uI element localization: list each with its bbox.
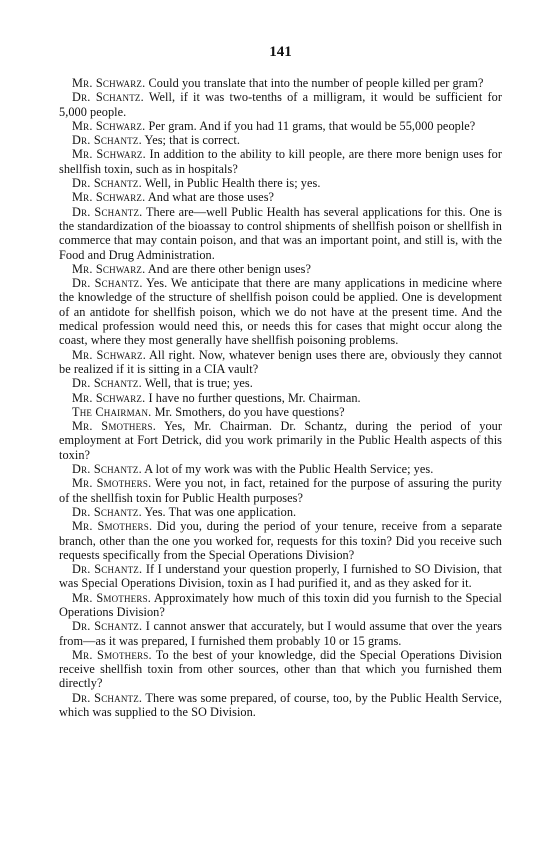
transcript-paragraph bbox=[59, 205, 502, 262]
speech-text: Well, if it was two-tenths of a milligram, it would be sufficient for 5,000 people. bbox=[59, 90, 503, 119]
transcript-paragraph bbox=[59, 190, 502, 204]
transcript-paragraph bbox=[59, 462, 502, 476]
transcript-paragraph bbox=[59, 505, 502, 519]
speaker-name: Dr. Schantz. bbox=[72, 133, 142, 148]
speaker-name: Mr. Smothers. bbox=[72, 419, 157, 434]
speaker-name: The Chairman. bbox=[72, 404, 152, 419]
transcript-paragraph bbox=[59, 591, 502, 620]
speaker-name: Mr. Schwarz. bbox=[72, 118, 146, 133]
speaker-name: Dr. Schantz. bbox=[72, 690, 143, 705]
speech-text: To the best of your knowledge, did the Special Operations Division receive shellfish toxin from other sources, other than that which you furnished them directly? bbox=[59, 647, 502, 691]
transcript-paragraph bbox=[59, 562, 502, 591]
speech-text: Did you, during the period of your tenure, receive from a separate branch, other than the one you worked for, requests for this toxin? Did you receive such requests specifically from the Special Operations Division? bbox=[59, 519, 502, 562]
speech-text: Yes, Mr. Chairman. Dr. Schantz, during the period of your employment at Fort Detrick, did you work primarily in the Public Health aspects of this toxin? bbox=[59, 419, 503, 462]
speech-text: If I understand your question properly, I furnished to SO Division, that was Special Operations Division, toxin as I had purified it, and as they asked for it. bbox=[59, 562, 503, 591]
speech-text: Approximately how much of this toxin did you furnish to the Special Operations Division? bbox=[59, 590, 502, 619]
speaker-name: Mr. Schwarz. bbox=[72, 190, 146, 205]
speech-text: Yes. That was one application. bbox=[141, 504, 297, 519]
speech-text: Yes; that is correct. bbox=[141, 133, 240, 148]
transcript-paragraph bbox=[59, 619, 502, 648]
transcript-paragraph bbox=[59, 691, 502, 720]
speaker-name: Mr. Schwarz. bbox=[72, 261, 146, 276]
speaker-name: Mr. Schwarz. bbox=[72, 76, 146, 90]
speaker-name: Dr. Schantz. bbox=[72, 176, 142, 191]
speech-text: Could you translate that into the number of people killed per gram? bbox=[145, 76, 484, 90]
transcript-paragraph bbox=[59, 276, 502, 347]
speech-text: I have no further questions, Mr. Chairman. bbox=[145, 390, 361, 405]
transcript-paragraph bbox=[59, 405, 502, 419]
speaker-name: Dr. Schantz. bbox=[72, 562, 143, 577]
transcript-paragraph bbox=[59, 519, 502, 562]
transcript-body bbox=[59, 76, 502, 719]
speech-text: Yes. We anticipate that there are many applications in medicine where the knowledge of the structure of shellfish poison could be applied. One is development of an antidote for shellfish poison, which we do not have at the present time. And the medical profession would need this, or needs this for cases that might occur along the coast, where they most generally have shellfish poisoning problems. bbox=[59, 276, 503, 348]
transcript-paragraph bbox=[59, 262, 502, 276]
speech-text: And what are those uses? bbox=[145, 190, 275, 205]
transcript-paragraph bbox=[59, 376, 502, 390]
speech-text: And are there other benign uses? bbox=[145, 261, 311, 276]
speaker-name: Dr. Schantz. bbox=[72, 376, 142, 391]
speaker-name: Mr. Smothers. bbox=[72, 519, 153, 534]
transcript-paragraph bbox=[59, 419, 502, 462]
transcript-paragraph bbox=[59, 90, 502, 119]
speech-text: There was some prepared, of course, too, by the Public Health Service, which was supplied to the SO Division. bbox=[59, 690, 502, 720]
speech-text: I cannot answer that accurately, but I would assume that over the years from—as it was prepared, I furnished them probably 10 or 15 grams. bbox=[59, 619, 503, 648]
speaker-name: Dr. Schantz. bbox=[72, 90, 144, 105]
speech-text: There are—well Public Health has several applications for this. One is the standardization of the bioassay to control shipments of shellfish poison or shellfish in commerce that may contain poison, and that was an important point, and still is, with the Food and Drug Administration. bbox=[59, 204, 503, 262]
transcript-paragraph bbox=[59, 176, 502, 190]
speaker-name: Mr. Schwarz. bbox=[72, 347, 146, 362]
speaker-name: Mr. Schwarz. bbox=[72, 390, 146, 405]
speech-text: In addition to the ability to kill people, are there more benign uses for shellfish toxin, such as in hospitals? bbox=[59, 147, 502, 176]
speech-text: Well, in Public Health there is; yes. bbox=[141, 176, 321, 191]
speaker-name: Dr. Schantz. bbox=[72, 619, 143, 634]
speech-text: Per gram. And if you had 11 grams, that would be 55,000 people? bbox=[145, 118, 476, 133]
speaker-name: Dr. Schantz. bbox=[72, 276, 143, 291]
speaker-name: Mr. Smothers. bbox=[72, 590, 152, 605]
speaker-name: Dr. Schantz. bbox=[72, 462, 142, 477]
transcript-paragraph bbox=[59, 119, 502, 133]
page-number: 141 bbox=[269, 44, 292, 60]
speech-text: A lot of my work was with the Public Health Service; yes. bbox=[141, 462, 434, 477]
speech-text: All right. Now, whatever benign uses there are, obviously they cannot be realized if it is sitting in a CIA vault? bbox=[59, 347, 502, 376]
transcript-paragraph bbox=[59, 147, 502, 176]
speaker-name: Mr. Schwarz. bbox=[72, 147, 146, 162]
transcript-paragraph bbox=[59, 648, 502, 691]
speech-text: Well, that is true; yes. bbox=[141, 376, 253, 391]
speaker-name: Dr. Schantz. bbox=[72, 504, 142, 519]
speech-text: Were you not, in fact, retained for the purpose of assuring the purity of the shellfish toxin for Public Health purposes? bbox=[59, 476, 502, 505]
speaker-name: Mr. Smothers. bbox=[72, 647, 152, 662]
transcript-paragraph bbox=[59, 348, 502, 377]
speech-text: Mr. Smothers, do you have questions? bbox=[151, 404, 345, 419]
transcript-paragraph bbox=[59, 391, 502, 405]
transcript-paragraph bbox=[59, 133, 502, 147]
transcript-paragraph bbox=[59, 76, 502, 90]
speaker-name: Mr. Smothers. bbox=[72, 476, 152, 491]
transcript-paragraph bbox=[59, 476, 502, 505]
speaker-name: Dr. Schantz. bbox=[72, 204, 143, 219]
